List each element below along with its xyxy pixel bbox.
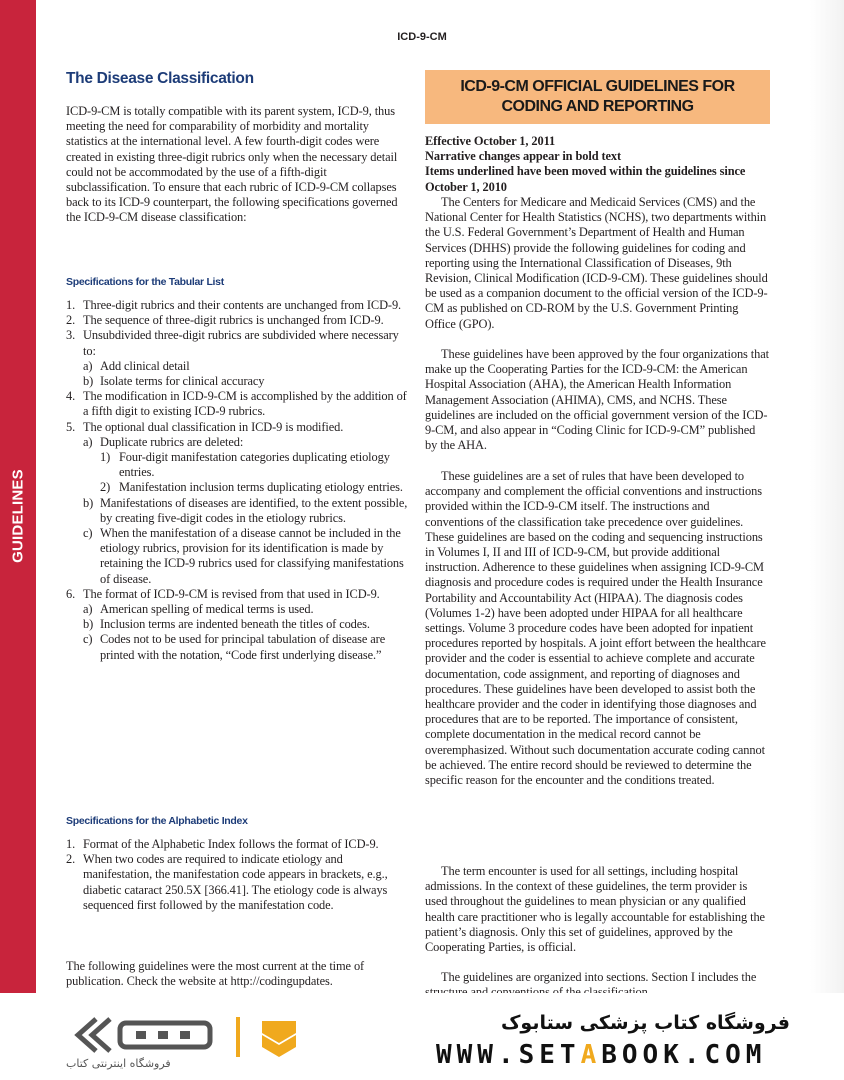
paragraph: The Centers for Medicare and Medicaid Services (CMS) and the National Center for Health Statistics (NCHS), two departments within the U.S. Federal Government’s Department of Health and Human Services (DHHS) provide the following guidelines for coding and reporting using the International Classification of Diseases, 9th Revision, Clinical Modification (ICD-9-CM). These guidelines should be used as a companion document to the official version of the ICD-9-CM as published on CD-ROM by the U.S. Government Printing Office (GPO). (425, 195, 768, 331)
list-item: 1. Three-digit rubrics and their contents are unchanged from ICD-9. (66, 298, 402, 312)
list-item: 3. Unsubdivided three-digit rubrics are subdivided where necessary to: a) Add clinical detail b) Isolate terms for clinical accuracy (66, 328, 408, 389)
list-item: 2. The sequence of three-digit rubrics is unchanged from ICD-9. (66, 313, 384, 328)
list-item: c) When the manifestation of a disease cannot be included in the etiology rubrics, provision for its identification is made by retaining the ICD-9 rubrics used for classifying manifestations of disease. (83, 526, 404, 586)
effective-block (425, 134, 770, 195)
store-logo (66, 1013, 334, 1071)
list-item: b) Inclusion terms are indented beneath the titles of codes. (83, 617, 370, 632)
list-item: 4. The modification in ICD-9-CM is accomplished by the addition of a fifth digit to existing ICD-9 rubrics. (66, 389, 407, 419)
list-item: a) American spelling of medical terms is used. (83, 602, 314, 617)
narrative-note: Narrative changes appear in bold text (425, 149, 622, 164)
effective-date: Effective October 1, 2011 (425, 134, 556, 148)
list-item: c) Codes not to be used for principal tabulation of disease are printed with the notation, “Code first underlying disease.” (83, 632, 386, 662)
paragraph: These guidelines are a set of rules that have been developed to accompany and complement the official conventions and instructions provided within the ICD-9-CM itself. The instructions and conventions of the classification take precedence over guidelines. These guidelines are based on the coding and sequencing instructions in Volumes I, II and III of ICD-9-CM, but provide additional instruction. Adherence to these guidelines when assigning ICD-9-CM diagnosis and procedure codes is required under the Health Insurance Portability and Accountability Act (HIPAA). The diagnosis codes (Volumes 1-2) have been adopted under HIPAA for all healthcare settings. Volume 3 procedure codes have been adopted for inpatient procedures reported by hospitals. A joint effort between the healthcare provider and the coder is essential to achieve complete and accurate documentation, code assignment, and reporting of diagnoses and procedures. These guidelines have been developed to assist both the healthcare provider and the coder in identifying those diagnoses and procedures that are to be reported. The importance of consistent, complete documentation in the medical record cannot be overemphasized. Without such documentation accurate coding cannot be achieved. The entire record should be reviewed to determine the specific reason for the encounter and the conditions treated. (425, 469, 766, 788)
setabook-logo-icon (66, 1013, 334, 1057)
guidelines-header: ICD-9-CM OFFICIAL GUIDELINES FOR CODING AND REPORTING (460, 78, 735, 115)
list-item: 5. The optional dual classification in ICD-9 is modified. a) Duplicate rubrics are deleted: 1) Four-digit manifestation categories duplicating etiology entries. 2) Manifestation inclusion terms duplicating etiology entries. b) Manifestations of diseases are identified, to the extent possible, by creating five-digit codes in the etiology rubrics. c) When the manifestation of a disease cannot be included in the etiology rubrics, provision for its identification is made by retaining the ICD-9 rubrics used for classifying manifestations of disease. (66, 419, 408, 586)
running-head: ICD-9-CM (397, 31, 447, 43)
list-item: 1. Format of the Alphabetic Index follows the format of ICD-9. (66, 837, 379, 851)
section-title: The Disease Classification (66, 70, 254, 87)
list-item: a) Duplicate rubrics are deleted: 1) Four-digit manifestation categories duplicating etiology entries. 2) Manifestation inclusion terms duplicating etiology entries. (83, 435, 408, 496)
list-item: a) Add clinical detail (83, 358, 190, 373)
paragraph: The guidelines are organized into sections. Section I includes the (441, 970, 757, 984)
intro-paragraph: ICD-9-CM is totally compatible with its parent system, ICD-9, thus meeting the need for comparability of morbidity and mortality statistics at the international level. A few fourth-digit codes were created in existing three-digit rubrics only when the necessary detail could not be accommodated by the use of a fifth-digit subclassification. To ensure that each rubric of ICD-9-CM collapses back to its ICD-9 counterpart, the following specifications governed the ICD-9-CM disease classification: (66, 104, 398, 225)
alphabetic-index-title: Specifications for the Alphabetic Index (66, 815, 248, 827)
page-edge-shadow (810, 0, 844, 993)
side-tab-label: GUIDELINES (9, 469, 27, 563)
alphabetic-index-list (66, 837, 408, 913)
paragraph: These guidelines have been approved by the four organizations that make up the Cooperating Parties for the ICD-9-CM: the American Hospital Association (AHA), the American Health Information Management Association (AHIMA), CMS, and NCHS. These guidelines are included on the official government version of the ICD-9-CM, and also appear in “Coding Clinic for ICD-9-CM” published by the AHA. (425, 347, 769, 453)
store-url: WWW.SETABOOK.COM (436, 1040, 767, 1070)
store-name: فروشگاه کتاب پزشکی ستابوک (500, 1012, 790, 1034)
tabular-list-title: Specifications for the Tabular List (66, 276, 224, 288)
logo-caption: فروشگاه اینترنتی کتاب (66, 1057, 171, 1070)
list-item: b) Isolate terms for clinical accuracy (83, 374, 265, 389)
underlined-note: Items underlined have been moved within the guidelines since October 1, 2010 (425, 164, 746, 194)
paragraph: The term encounter is used for all settings, including hospital admissions. In the context of these guidelines, the term provider is used throughout the guidelines to mean physician or any qualified health care practitioner who is legally accountable for establishing the patient’s diagnosis. Only this set of guidelines, approved by the Cooperating Parties, is official. (425, 864, 765, 955)
list-item: 2) Manifestation inclusion terms duplicating etiology entries. (100, 480, 403, 495)
side-tab (0, 0, 36, 993)
list-item: 6. The format of ICD-9-CM is revised from that used in ICD-9. a) American spelling of medical terms is used. b) Inclusion terms are indented beneath the titles of codes. c) Codes not to be used for principal tabulation of disease are printed with the notation, “Code first underlying disease.” (66, 587, 408, 663)
list-item: 2. When two codes are required to indicate etiology and manifestation, the manifestation code appears in brackets, e.g., diabetic cataract 250.5X [366.41]. The etiology code is always sequenced first followed by the manifestation code. (66, 852, 388, 912)
list-item: 1) Four-digit manifestation categories duplicating etiology entries. (100, 450, 390, 480)
closing-paragraph: The following guidelines were the most current at the time of publication. Check the website at http://codingupdates. (66, 959, 365, 989)
tabular-list (66, 298, 408, 663)
guidelines-header-box (425, 70, 770, 124)
list-item: b) Manifestations of diseases are identified, to the extent possible, by creating five-digit codes in the etiology rubrics. (83, 495, 408, 525)
